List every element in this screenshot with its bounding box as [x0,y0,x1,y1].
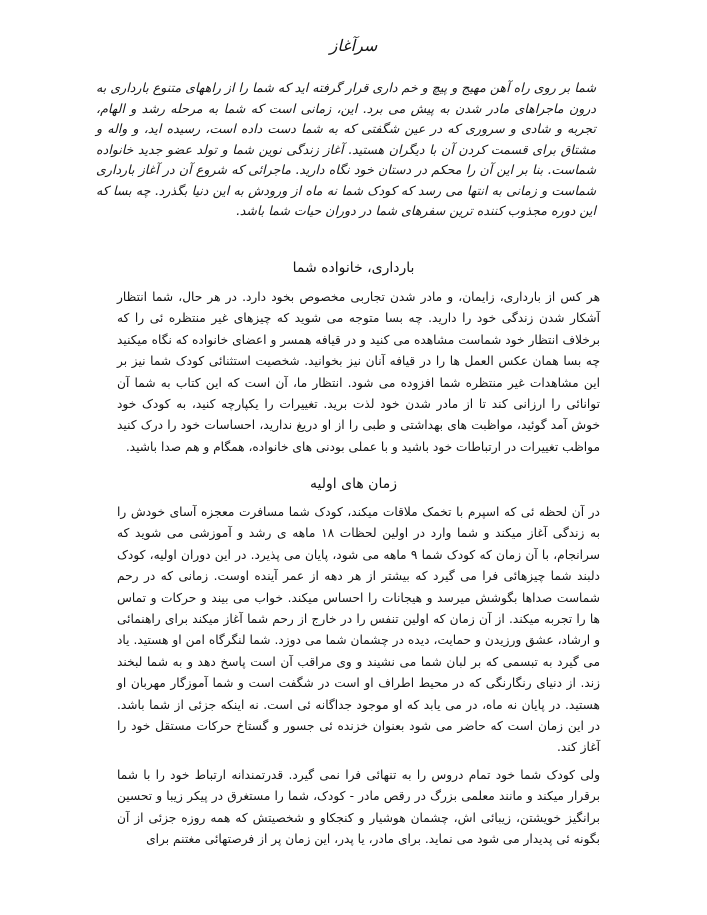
section-early-times [117,502,600,851]
page-title: سرآغاز [329,36,378,55]
section-title-pregnancy-family: بارداری، خانواده شما [292,260,415,276]
section-paragraph: هر کس از بارداری، زایمان، و مادر شدن تجاربی مخصوص بخود دارد. در هر حال، شما انتظار آشکار شدن زندگی خود را دارید. چه بسا متوجه می شوید که چیزهای غیر منتظره ئی را که برخلاف انتظار خود شماست مشاهده می کنید و در قیافه همسر و اعضای خانواده که نگاه میکنید چه بسا همان عکس العمل ها را در قیافه آنان نیز بخوانید. شخصیت استثنائی کودک شما نیز بر این مشاهدات غیر منتظره شما افزوده می شود. انتظار ما، آن است که این کتاب به شما آن توانائی را ارزانی کند تا از مادر شدن خود لذت برید. تغییرات را یکپارچه کنید، به کودک خود خوش آمد گوئید، مواظبت های بهداشتی و طبی را از او دریغ ندارید، احساسات خود را درک کنید مواظب تغییرات در ارتباطات خود باشید و با عملی بودنی های خانواده، همگام و هم صدا باشید. [117,290,600,454]
section-pregnancy-family [117,287,600,458]
section-title-early-times: زمان های اولیه [310,476,397,492]
intro-paragraph [96,78,596,222]
intro-text: شما بر روی راه آهن مهیج و پیچ و خم داری قرار گرفته اید که شما را از راههای متنوع بارداری به درون ماجراهای مادر شدن به پیش می برد. این، زمانی است که شما به مرحله رشد و الهام، تجربه و شادی و سروری که در عین شگفتی که به شما دست داده است، رسیده اید، و واله و مشتاق برای قسمت کردن آن با دیگران هستید. آغاز زندگی نوین شما و تولد عضو جدید خانواده شماست. بنا بر این آن را محکم در دستان خود نگاه دارید. ماجرائی که شروع آن در آغاز بارداری شماست و زمانی به انتها می رسد که کودک شما نه ماه از ورودش به این دنیا بگذرد. چه بسا که این دوره مجذوب کننده ترین سفرهای شما در دوران حیات شما باشد. [96,80,596,218]
section-paragraph: در آن لحظه ئی که اسپرم با تخمک ملاقات میکند، کودک شما مسافرت معجزه آسای خودش را به زندگی آغاز میکند و شما وارد در اولین لحظات ۱۸ ماهه ی رشد و آموزشی می شوید که سرانجام، با آن زمان که کودک شما ۹ ماهه می شود، پایان می پذیرد. در این دوران اولیه، کودک دلبند شما چیزهائی فرا می گیرد که بیشتر از هر دهه از عمر آینده اوست. زمانی که در رحم شماست صداها بگوشش میرسد و هیجانات را احساس میکند. خواب می بیند و حرکات و تماس ها را تجربه میکند. از آن زمان که اولین تنفس را در خارج از رحم شما آغاز میکند برای راهنمائی و ارشاد، عشق ورزیدن و حمایت، دیده در چشمان شما می دوزد. شما لنگرگاه امن او هستید. یاد می گیرد به تبسمی که بر لبان شما می نشیند و وی مراقب آن است پاسخ دهد و به شما لبخند زند. از دنیای رنگارنگی که در محیط اطراف او است در شگفت است و شما آموزگار مهربان او هستید. در پایان نه ماه، در می یابد که او موجود جداگانه ئی است. نه اینکه جزئی از شما باشد. در این زمان است که حاضر می شود بعنوان خزنده ئی جسور و گستاخ حرکات مستقل خود را آغاز کند. [117,505,600,755]
section-paragraph: ولی کودک شما خود تمام دروس را به تنهائی فرا نمی گیرد. قدرتمندانه ارتباط خود را با شما برقرار میکند و مانند معلمی بزرگ در رقص مادر - کودک، شما را مستغرق در پیکر زیبا و تحسین برانگیز خویشتن، زیبائی اش، چشمان هوشیار و کنجکاو و شخصیتش که همه روزه جزئی از آن بگونه ئی پدیدار می شود می نماید. برای مادر، یا پدر، این زمان پر از فرصتهائی مغتنم برای [117,767,600,847]
